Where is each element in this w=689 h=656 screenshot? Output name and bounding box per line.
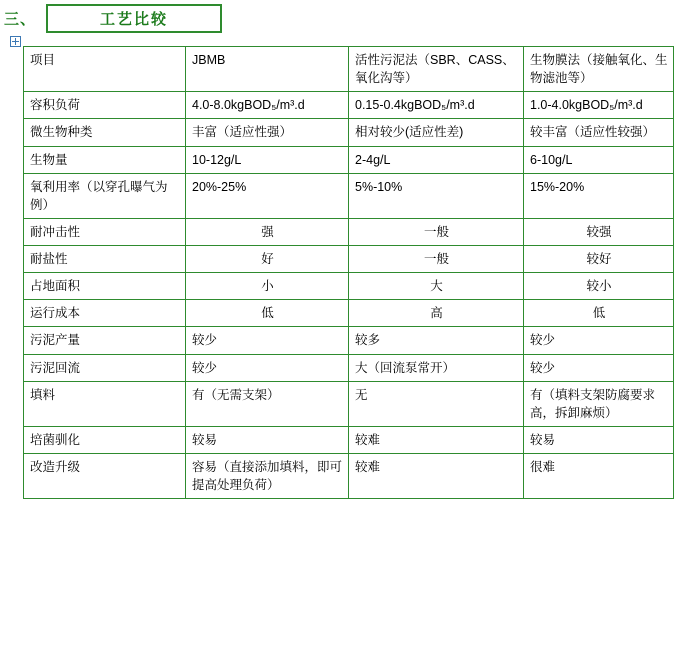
table-move-handle[interactable] [10,36,21,47]
table-cell-as: 2-4g/L [349,146,524,173]
table-cell-bio: 较易 [524,426,674,453]
table-cell-item: 容积负荷 [24,92,186,119]
table-cell-jbmb: 较少 [186,327,349,354]
table-cell-bio: 较少 [524,327,674,354]
table-row [24,119,674,146]
section-title-box [46,4,222,33]
table-cell-bio: 较强 [524,218,674,245]
table-row [24,92,674,119]
table-cell-bio: 较小 [524,273,674,300]
table-header-cell: 生物膜法（接触氧化、生物滤池等） [524,47,674,92]
table-cell-bio: 低 [524,300,674,327]
table-cell-item: 培菌驯化 [24,426,186,453]
table-cell-as: 较多 [349,327,524,354]
table-cell-bio: 较好 [524,246,674,273]
table-row [24,273,674,300]
table-cell-item: 占地面积 [24,273,186,300]
table-cell-as: 较难 [349,454,524,499]
table-cell-jbmb: 4.0-8.0kgBOD₅/m³.d [186,92,349,119]
table-row [24,146,674,173]
table-body [24,47,674,499]
table-cell-item: 污泥回流 [24,354,186,381]
table-cell-jbmb: 10-12g/L [186,146,349,173]
table-cell-jbmb: 小 [186,273,349,300]
table-cell-bio: 较少 [524,354,674,381]
table-cell-jbmb: 好 [186,246,349,273]
table-cell-item: 微生物种类 [24,119,186,146]
table-cell-as: 大（回流泵常开） [349,354,524,381]
table-cell-item: 耐冲击性 [24,218,186,245]
table-cell-item: 耐盐性 [24,246,186,273]
table-row [24,218,674,245]
table-cell-jbmb: 容易（直接添加填料，即可提高处理负荷） [186,454,349,499]
table-cell-jbmb: 较易 [186,426,349,453]
comparison-table-wrapper [23,46,673,499]
table-cell-item: 氧利用率（以穿孔曝气为例） [24,173,186,218]
table-cell-jbmb: 有（无需支架） [186,381,349,426]
table-cell-jbmb: 强 [186,218,349,245]
table-cell-jbmb: 丰富（适应性强） [186,119,349,146]
table-header-row [24,47,674,92]
table-row [24,426,674,453]
table-row [24,246,674,273]
table-cell-as: 相对较少(适应性差) [349,119,524,146]
table-row [24,173,674,218]
table-cell-as: 一般 [349,246,524,273]
table-cell-bio: 6-10g/L [524,146,674,173]
section-heading [0,4,222,33]
table-row [24,327,674,354]
comparison-table [23,46,674,499]
table-row [24,454,674,499]
table-cell-bio: 有（填料支架防腐要求高，拆卸麻烦） [524,381,674,426]
table-cell-as: 0.15-0.4kgBOD₅/m³.d [349,92,524,119]
table-header-cell: 活性污泥法（SBR、CASS、氧化沟等） [349,47,524,92]
table-cell-as: 5%-10% [349,173,524,218]
table-cell-as: 高 [349,300,524,327]
table-cell-bio: 1.0-4.0kgBOD₅/m³.d [524,92,674,119]
table-cell-as: 一般 [349,218,524,245]
table-cell-bio: 15%-20% [524,173,674,218]
table-cell-bio: 很难 [524,454,674,499]
table-cell-item: 改造升级 [24,454,186,499]
table-cell-jbmb: 低 [186,300,349,327]
table-row [24,300,674,327]
table-row [24,354,674,381]
table-cell-as: 较难 [349,426,524,453]
table-cell-as: 无 [349,381,524,426]
table-row [24,381,674,426]
table-cell-item: 运行成本 [24,300,186,327]
section-number: 三、 [4,11,37,28]
table-cell-item: 污泥产量 [24,327,186,354]
table-cell-jbmb: 20%-25% [186,173,349,218]
table-cell-item: 生物量 [24,146,186,173]
table-cell-bio: 较丰富（适应性较强） [524,119,674,146]
table-cell-jbmb: 较少 [186,354,349,381]
table-header-cell: 项目 [24,47,186,92]
table-header-cell: JBMB [186,47,349,92]
table-cell-as: 大 [349,273,524,300]
table-cell-item: 填料 [24,381,186,426]
section-title: 工艺比较 [100,11,169,28]
